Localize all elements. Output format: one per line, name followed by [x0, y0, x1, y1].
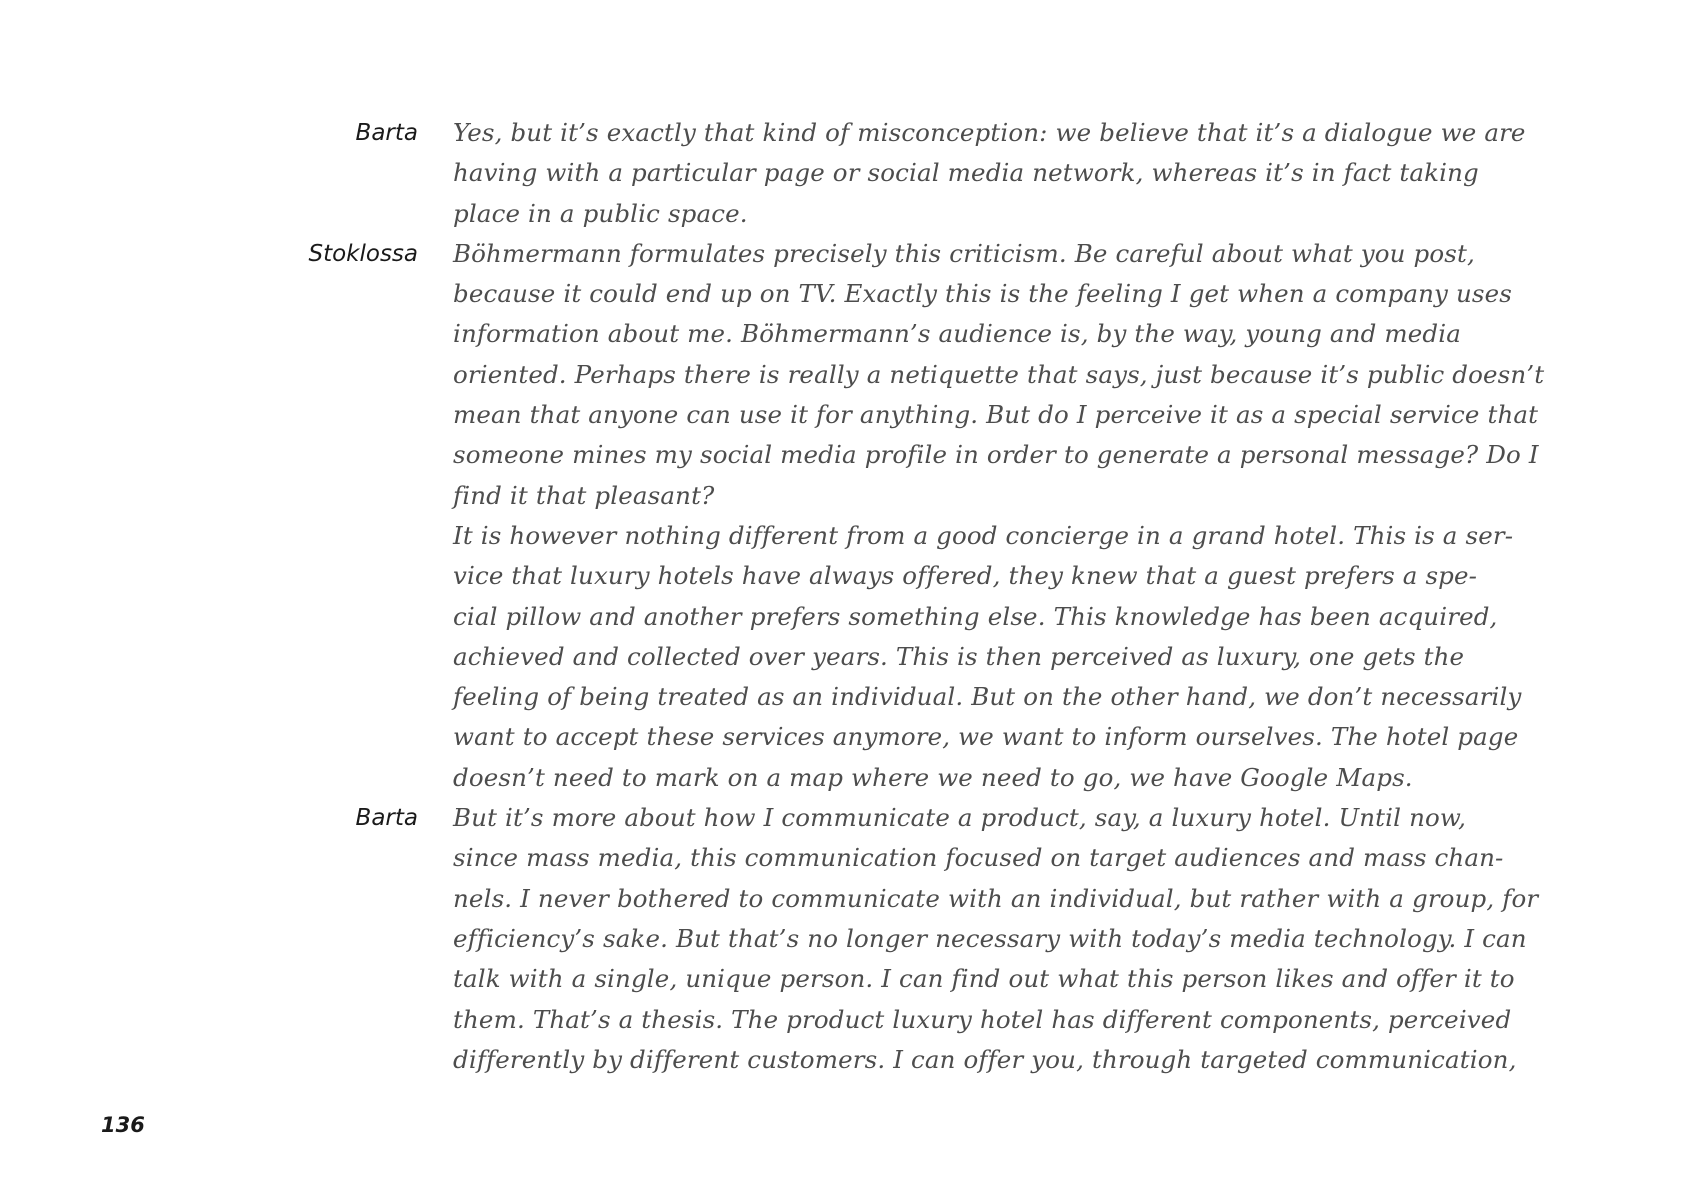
text-line: cial pillow and another prefers something else. This knowledge has been acquired, [453, 601, 1498, 631]
text-line: because it could end up on TV. Exactly this is the feeling I get when a company uses [453, 279, 1512, 309]
speech-barta-1 [0, 113, 1702, 234]
text-line: efficiency’s sake. But that’s no longer necessary with today’s media technology. I can [453, 923, 1527, 953]
speech-text [453, 798, 1613, 1080]
text-line: nels. I never bothered to communicate with an individual, but rather with a group, for [453, 883, 1539, 913]
text-line: them. That’s a thesis. The product luxury hotel has different components, perceived [453, 1004, 1512, 1034]
text-line: place in a public space. [453, 198, 748, 228]
text-line: Böhmermann formulates precisely this criticism. Be careful about what you post, [453, 238, 1475, 268]
text-line: someone mines my social media profile in order to generate a personal message? Do I [453, 440, 1539, 470]
speech-stoklossa [0, 234, 1702, 798]
speaker-label: Stoklossa [308, 240, 418, 267]
text-line: talk with a single, unique person. I can find out what this person likes and offer it to [453, 964, 1515, 994]
text-line: mean that anyone can use it for anything. But do I perceive it as a special service that [453, 400, 1539, 430]
text-line: But it’s more about how I communicate a product, say, a luxury hotel. Until now, [453, 803, 1467, 833]
text-line: having with a particular page or social media network, whereas it’s in fact taking [453, 158, 1479, 188]
interview-dialogue [0, 113, 1702, 1080]
speaker-label: Barta [355, 120, 418, 146]
text-line: since mass media, this communication focused on target audiences and mass chan- [453, 843, 1504, 873]
text-line: oriented. Perhaps there is really a netiquette that says, just because it’s public doesn’t [453, 359, 1545, 389]
text-line: want to accept these services anymore, we want to inform ourselves. The hotel page [453, 722, 1519, 752]
text-line: achieved and collected over years. This is then perceived as luxury, one gets the [453, 641, 1465, 671]
text-line: Yes, but it’s exactly that kind of misconception: we believe that it’s a dialogue we are [453, 118, 1526, 147]
text-line: vice that luxury hotels have always offered, they knew that a guest prefers a spe- [453, 561, 1478, 591]
speech-barta-2 [0, 798, 1702, 1080]
text-line: differently by different customers. I can offer you, through targeted communication, [453, 1044, 1517, 1074]
text-line: find it that pleasant? [453, 480, 715, 510]
text-line: feeling of being treated as an individual. But on the other hand, we don’t necessarily [453, 682, 1522, 712]
speech-text [453, 234, 1613, 798]
speech-text [453, 113, 1613, 234]
text-line: doesn’t need to mark on a map where we need to go, we have Google Maps. [453, 762, 1413, 792]
text-line: information about me. Böhmermann’s audience is, by the way, young and media [453, 319, 1461, 349]
text-line: It is however nothing different from a good concierge in a grand hotel. This is a ser- [453, 520, 1514, 550]
page-number: 136 [101, 1113, 145, 1137]
speaker-label: Barta [355, 805, 418, 832]
